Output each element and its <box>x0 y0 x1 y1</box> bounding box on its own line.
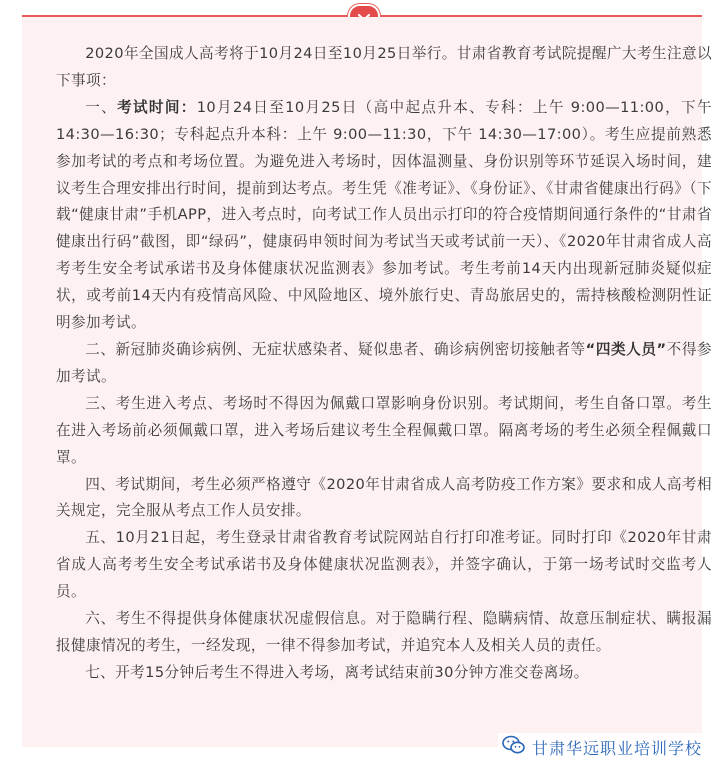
item-3-paragraph: 三、考生进入考点、考场时不得因为佩戴口罩影响身份识别。考试期间，考生自备口罩。考生在进入考场前必须佩戴口罩，进入考场后建议考生全程佩戴口罩。隔离考场的考生必须全程佩戴口罩。 <box>56 394 712 466</box>
item-2-bold: “四类人员” <box>585 340 667 358</box>
item-2-after: 不得参加考试。 <box>56 340 712 385</box>
item-5-paragraph: 五、10月21日起，考生登录甘肃省教育考试院网站自行打印准考证。同时打印《2020年甘肃省成人高考考生安全考试承诺书及身体健康状况监测表》，并签字确认，于第一场考试时交监考人员。 <box>56 529 712 601</box>
item-1-heading: 考试时间： <box>117 98 197 116</box>
item-2-before: 二、新冠肺炎确诊病例、无症状感染者、疑似患者、确诊病例密切接触者等 <box>85 340 586 358</box>
watermark <box>498 733 706 761</box>
item-1-body: 10月24日至10月25日（高中起点升本、专科：上午 9:00—11:00，下午 14:30—16:30；专科起点升本科：上午 9:00—11:30，下午 14:30—17:00）。考生应提前熟悉参加考试的考点和考场位置。为避免进入考场时，因体温测量、身份识别等环节延误入场时间，建议考生合理安排出行时间，提前到达考点。考生凭《准考证》、《身份证》、《甘肃省健康出行码》（下载“健康甘肃”手机APP，进入考点时，向考试工作人员出示打印的符合疫情期间通行条件的“甘肃省健康出行码”截图，即“绿码”，健康码申领时间为考试当天或考试前一天）、《2020年甘肃省成人高考考生安全考试承诺书及身体健康状况监测表》参加考试。考生考前14天内出现新冠肺炎疑似症状，或考前14天内有疫情高风险、中风险地区、境外旅行史、青岛旅居史的，需持核酸检测阴性证明参加考试。 <box>56 98 712 332</box>
article-card <box>22 17 712 747</box>
item-2-paragraph <box>56 337 712 391</box>
item-1-paragraph <box>56 95 712 337</box>
item-1-prefix: 一、 <box>85 98 118 116</box>
article-body <box>56 41 712 687</box>
wechat-icon <box>502 735 526 759</box>
item-4-paragraph: 四、考试期间，考生必须严格遵守《2020年甘肃省成人高考防疫工作方案》要求和成人高考相关规定，完全服从考点工作人员安排。 <box>56 475 712 520</box>
account-name: 甘肃华远职业培训学校 <box>531 738 702 758</box>
item-6-paragraph: 六、考生不得提供身体健康状况虚假信息。对于隐瞒行程、隐瞒病情、故意压制症状、瞒报漏报健康情况的考生，一经发现，一律不得参加考试，并追究本人及相关人员的责任。 <box>56 610 712 654</box>
intro-paragraph: 2020年全国成人高考将于10月24日至10月25日举行。甘肃省教育考试院提醒广大考生注意以下事项： <box>56 45 712 89</box>
item-7-paragraph: 七、开考15分钟后考生不得进入考场，离考试结束前30分钟方准交卷离场。 <box>85 663 589 681</box>
